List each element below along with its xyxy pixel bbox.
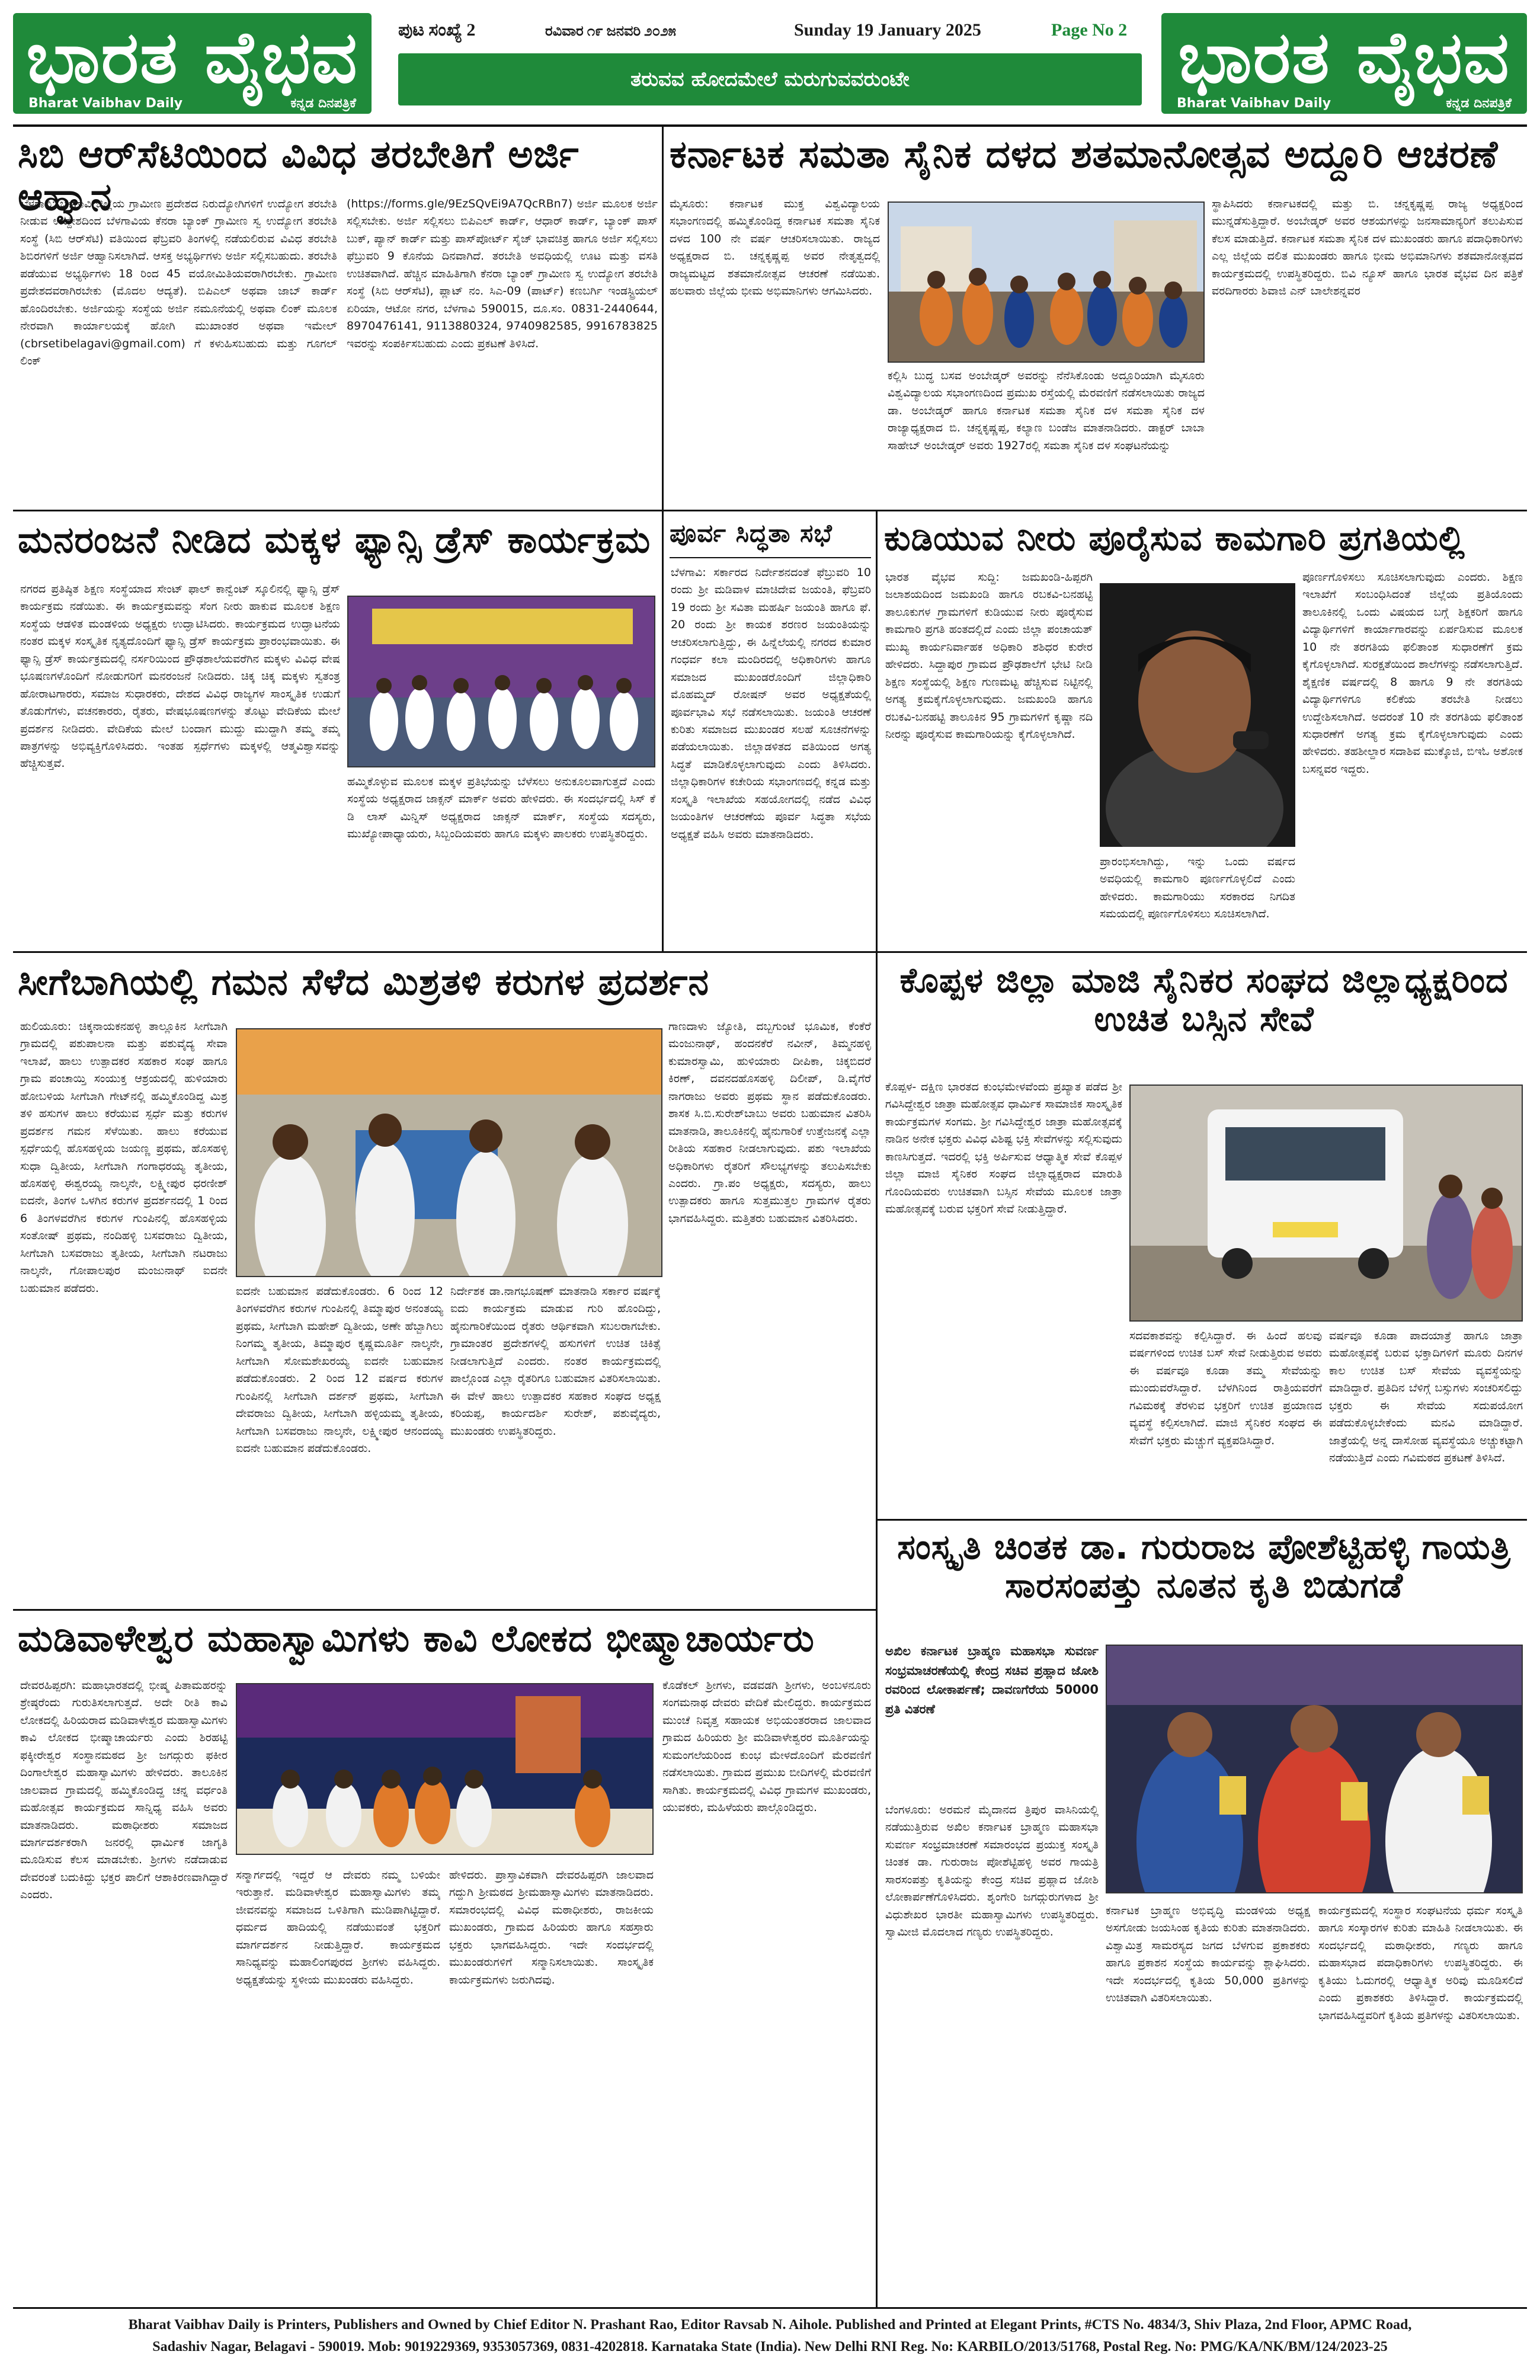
article-a7-col1: ಕೊಪ್ಪಳ- ದಕ್ಷಿಣ ಭಾರತದ ಕುಂಭಮೇಳವೆಂದು ಪ್ರಖ್ಯಾತ ಪಡೆದ ಶ್ರೀ ಗವಿಸಿದ್ದೇಶ್ವರ ಜಾತ್ರಾ ಮಹೋತ್ಸವ ಧಾರ್ಮಿಕ ಸಾಮಾಜಿಕ ಸಾಂಸ್ಕೃತಿಕ ಕಾರ್ಯಕ್ರಮಗಳ ಸಂಗಮ. ಶ್ರೀ ಗವಿಸಿದ್ದೇಶ್ವರ ಜಾತ್ರಾ ಮಹೋತ್ಸವಕ್ಕೆ ನಾಡಿನ ಅನೇಕ ಭಕ್ತರು ವಿವಿಧ ವಿಶಿಷ್ಟ ಭಕ್ತಿ ಸೇವೆಗಳನ್ನು ಸಲ್ಲಿಸುವುದು ಕಾಣಸಿಗುತ್ತದೆ. ಇದರಲ್ಲಿ ಭಕ್ತಿ ಅರ್ಪಿಸುವ ಆಧ್ಯಾತ್ಮಿಕ ಸೇವೆ ಕೊಪ್ಪಳ ಜಿಲ್ಲಾ ಮಾಜಿ ಸೈನಿಕರ ಸಂಘದ ಜಿಲ್ಲಾಧ್ಯಕ್ಷರಾದ ಮಾರುತಿ ಗೊಂದಿಯವರು ಉಚಿತವಾಗಿ ಬಸ್ಸಿನ ಸೇವೆಯ ಮೂಲಕ ಜಾತ್ರಾ ಮಹೋತ್ಸವಕ್ಕೆ ಬರುವ ಭಕ್ತರಿಗೆ ಸೇವೆ ನೀಡುತ್ತಿದ್ದಾರೆ. (885, 1080, 1122, 1216)
article-a6-col2: ಐದನೇ ಬಹುಮಾನ ಪಡೆದುಕೊಂಡರು. 6 ರಿಂದ 12 ತಿಂಗಳವರೆಗಿನ ಕರುಗಳ ಗುಂಪಿನಲ್ಲಿ ತಿಮ್ಮಾಪುರ ಅನಂತಯ್ಯ ಪ್ರಥಮ, ಸೀಗೆಬಾಗಿ ಮಹೇಶ್ ದ್ವಿತೀಯ, ಅಣೇ ಹೆಬ್ಬಾಗಿಲು ನಿಂಗಮ್ಮ ತೃತೀಯ, ತಿಮ್ಮಾಪುರ ಕೃಷ್ಣಮೂರ್ತಿ ನಾಲ್ಕನೇ, ಸೀಗೆಬಾಗಿ ಸೋಮಶೇಖರಯ್ಯ ಐದನೇ ಬಹುಮಾನ ಪಡೆದುಕೊಂಡರು. 2 ರಿಂದ 12 ವರ್ಷದ ಕರುಗಳ ಗುಂಪಿನಲ್ಲಿ ಸೀಗೆಬಾಗಿ ದರ್ಶನ್ ಪ್ರಥಮ, ಸೀಗೆಬಾಗಿ ದೇವರಾಜು ದ್ವಿತೀಯ, ಸೀಗೆಬಾಗಿ ಹಳ್ಳಿಯಮ್ಮ ತೃತೀಯ, ಸೀಗೆಬಾಗಿ ಬಸವರಾಜು ನಾಲ್ಕನೇ, ಲಕ್ಷ್ಮೀಪುರ ಆನಂದಯ್ಯ ಐದನೇ ಬಹುಮಾನ ಪಡೆದುಕೊಂಡರು. (236, 1285, 443, 1455)
rule-footer (13, 2307, 1527, 2309)
masthead-subtitle-kn-right: ಕನ್ನಡ ದಿನಪತ್ರಿಕೆ (1446, 96, 1512, 111)
article-a8-col1: ದೇವರಹಿಪ್ಪರಗಿ: ಮಹಾಭಾರತದಲ್ಲಿ ಭೀಷ್ಮ ಪಿತಾಮಹರನ್ನು ಶ್ರೇಷ್ಠರೆಂದು ಗುರುತಿಸಲಾಗುತ್ತದೆ. ಅದೇ ರೀತಿ ಕಾವಿ ಲೋಕದಲ್ಲಿ ಹಿರಿಯರಾದ ಮಡಿವಾಳೇಶ್ವರ ಮಹಾಸ್ವಾಮಿಗಳು ಕಾವಿ ಲೋಕದ ಭೀಷ್ಮಾಚಾರ್ಯರು ಎಂದು ಶಿರಹಟ್ಟಿ ಫಕ್ಕೀರೇಶ್ವರ ಸಂಸ್ಥಾನಮಠದ ಶ್ರೀ ಜಗದ್ಗುರು ಫಕೀರ ದಿಂಗಾಲೇಶ್ವರ ಮಹಾಸ್ವಾಮಿಗಳು ಹೇಳಿದರು. ತಾಲೂಕಿನ ಜಾಲವಾದ ಗ್ರಾಮದಲ್ಲಿ ಹಮ್ಮಿಕೊಂಡಿದ್ದ ಚನ್ನ ವರ್ಧಂತಿ ಮಹೋತ್ಸವ ಕಾರ್ಯಕ್ರಮದ ಸಾನ್ನಿಧ್ಯ ವಹಿಸಿ ಅವರು ಮಾತನಾಡಿದರು. ಮಠಾಧೀಶರು ಸಮಾಜದ ಮಾರ್ಗದರ್ಶಕರಾಗಿ ಜನರಲ್ಲಿ ಧಾರ್ಮಿಕ ಜಾಗೃತಿ ಮೂಡಿಸುವ ಕೆಲಸ ಮಾಡಬೇಕು. ಶ್ರೀಗಳು ನಡೆದಾಡುವ ದೇವರಂತೆ ಬದುಕಿದ್ದು ಭಕ್ತರ ಪಾಲಿಗೆ ಆಶಾಕಿರಣವಾಗಿದ್ದಾರೆ ಎಂದರು. (20, 1679, 228, 1902)
article-a6-col3: ನಿರ್ದೇಶಕ ಡಾ.ನಾಗಭೂಷಣ್ ಮಾತನಾಡಿ ಸರ್ಕಾರ ವರ್ಷಕ್ಕೆ ಐದು ಕಾರ್ಯಕ್ರಮ ಮಾಡುವ ಗುರಿ ಹೊಂದಿದ್ದು, ಹೈನುಗಾರಿಕೆಯಿಂದ ರೈತರು ಆರ್ಥಿಕವಾಗಿ ಸಬಲರಾಗಬೇಕು. ಗ್ರಾಮಾಂತರ ಪ್ರದೇಶಗಳಲ್ಲಿ ಹಸುಗಳಿಗೆ ಉಚಿತ ಚಿಕಿತ್ಸೆ ನೀಡಲಾಗುತ್ತಿದೆ ಎಂದರು. ನಂತರ ಕಾರ್ಯಕ್ರಮದಲ್ಲಿ ಪಾಲ್ಗೊಂಡ ಎಲ್ಲಾ ರೈತರಿಗೂ ಬಹುಮಾನ ವಿತರಿಸಲಾಯಿತು. ಈ ವೇಳೆ ಹಾಲು ಉತ್ಪಾದಕರ ಸಹಕಾರ ಸಂಘದ ಅಧ್ಯಕ್ಷ ಕರಿಯಪ್ಪ, ಕಾರ್ಯದರ್ಶಿ ಸುರೇಶ್, ಪಶುವೈದ್ಯರು, ಮುಖಂಡರು ಉಪಸ್ಥಿತರಿದ್ದರು. (450, 1285, 661, 1438)
headline-a4: ಪೂರ್ವ ಸಿದ್ಧತಾ ಸಭೆ (670, 519, 833, 548)
masthead-title-right: ಭಾರತ ವೈಭವ (1178, 17, 1510, 99)
article-a5-col1: ಭಾರತ ವೈಭವ ಸುದ್ದಿ: ಜಮಖಂಡಿ-ಹಿಪ್ಪರಗಿ ಜಲಾಶಯದಿಂದ ಜಮಖಂಡಿ ಹಾಗೂ ರಬಕವಿ-ಬನಹಟ್ಟಿ ತಾಲೂಕುಗಳ ಗ್ರಾಮಗಳಿಗೆ ಕುಡಿಯುವ ನೀರು ಪೂರೈಸುವ ಕಾಮಗಾರಿ ಪ್ರಗತಿ ಹಂತದಲ್ಲಿದೆ ಎಂದು ಜಿಲ್ಲಾ ಪಂಚಾಯತ್ ಮುಖ್ಯ ಕಾರ್ಯನಿರ್ವಾಹಕ ಅಧಿಕಾರಿ ಶಶಿಧರ ಕುರೇರ ಹೇಳಿದರು. ಸಿದ್ದಾಪುರ ಗ್ರಾಮದ ಪ್ರೌಢಶಾಲೆಗೆ ಭೇಟಿ ನೀಡಿ ಶಿಕ್ಷಣ ಸಂಸ್ಥೆಯಲ್ಲಿ ಶಿಕ್ಷಣ ಗುಣಮಟ್ಟ ಹೆಚ್ಚಿಸುವ ನಿಟ್ಟಿನಲ್ಲಿ ಅಗತ್ಯ ಕ್ರಮಕೈಗೊಳ್ಳಲಾಗುವುದು. ಜಮಖಂಡಿ ಹಾಗೂ ರಬಕವಿ-ಬನಹಟ್ಟಿ ತಾಲೂಕಿನ 95 ಗ್ರಾಮಗಳಿಗೆ ಕೃಷ್ಣಾ ನದಿ ನೀರನ್ನು ಪೂರೈಸುವ ಕಾಮಗಾರಿಯನ್ನು ಕೈಗೊಳ್ಳಲಾಗಿದೆ. (885, 571, 1093, 741)
rule-a4-under (670, 557, 871, 558)
headline-a8: ಮಡಿವಾಳೇಶ್ವರ ಮಹಾಸ್ವಾಮಿಗಳು ಕಾವಿ ಲೋಕದ ಭೀಷ್ಮಾಚಾರ್ಯರು (18, 1617, 815, 1660)
photo-free-bus (1129, 1085, 1523, 1322)
article-a3-col1: ನಗರದ ಪ್ರತಿಷ್ಠಿತ ಶಿಕ್ಷಣ ಸಂಸ್ಥೆಯಾದ ಸೇಂಟ್ ಫಾಲ್ ಕಾನ್ವೆಂಟ್ ಸ್ಕೂಲಿನಲ್ಲಿ ಫ್ಯಾನ್ಸಿ ಡ್ರೆಸ್ ಕಾರ್ಯಕ್ರಮ ನಡೆಯಿತು. ಈ ಕಾರ್ಯಕ್ರಮವನ್ನು ಸೆಂಗ ನೀರು ಹಾಕುವ ಮೂಲಕ ಶಿಕ್ಷಣ ಸಂಸ್ಥೆಯ ಆಡಳಿತ ಮಂಡಳಿಯ ಅಧ್ಯಕ್ಷರು ಉದ್ಘಾಟಿಸಿದರು. ಕಾರ್ಯಕ್ರಮದ ಉದ್ಘಾಟನೆಯ ನಂತರ ಮಕ್ಕಳ ಸಂಸ್ಕೃತಿಕ ನೃತ್ಯದೊಂದಿಗೆ ಫ್ಯಾನ್ಸಿ ಡ್ರೆಸ್ ಕಾರ್ಯಕ್ರಮ ಪ್ರಾರಂಭವಾಯಿತು. ಈ ಫ್ಯಾನ್ಸಿ ಡ್ರೆಸ್ ಕಾರ್ಯಕ್ರಮದಲ್ಲಿ ನರ್ಸರಿಯಿಂದ ಪ್ರೌಢಶಾಲೆಯವರೆಗಿನ ಮಕ್ಕಳು ವಿವಿಧ ವೇಷ ಭೂಷಣಗಳೊಂದಿಗೆ ನೋಡುಗರಿಗೆ ಮನರಂಜನೆ ನೀಡಿದರು. ಚಿಕ್ಕ ಚಿಕ್ಕ ಮಕ್ಕಳು ಸ್ವತಂತ್ರ ಹೋರಾಟಗಾರರು, ಸಮಾಜ ಸುಧಾರಕರು, ದೇಶದ ವಿವಿಧ ರಾಜ್ಯಗಳ ಸಾಂಸ್ಕೃತಿಕ ಉಡುಗೆ ತೊಡುಗೆಗಳು, ವಚನಕಾರರು, ರೈತರು, ವೇಷಭೂಷಣಗಳನ್ನು ತೊಟ್ಟು ವೇದಿಕೆಯ ಮೇಲೆ ಪ್ರದರ್ಶನ ನೀಡಿದರು. ವೇದಿಕೆಯ ಮೇಲೆ ಬಂದಾಗ ಮುದ್ದು ಮುದ್ದಾಗಿ ತಮ್ಮ ತಮ್ಮ ಪಾತ್ರಗಳನ್ನು ಅಭಿವ್ಯಕ್ತಿಗೊಳಿಸಿದರು. ಇಂತಹ ಸ್ಪರ್ಧೆಗಳು ಮಕ್ಕಳಲ್ಲಿ ಆತ್ಮವಿಶ್ವಾಸವನ್ನು ಹೆಚ್ಚಿಸುತ್ತವೆ. (20, 583, 340, 770)
rule-vertical-lower (876, 953, 878, 2307)
headline-a5: ಕುಡಿಯುವ ನೀರು ಪೂರೈಸುವ ಕಾಮಗಾರಿ ಪ್ರಗತಿಯಲ್ಲಿ (884, 518, 1465, 558)
headline-a3: ಮನರಂಜನೆ ನೀಡಿದ ಮಕ್ಕಳ ಫ್ಯಾನ್ಸಿ ಡ್ರೆಸ್ ಕಾರ್ಯಕ್ರಮ (18, 518, 651, 561)
article-a8-col4: ಕೊಡೆಕಲ್ ಶ್ರೀಗಳು, ವಡವಡಗಿ ಶ್ರೀಗಳು, ಅಂಬಳನೂರು ಸಂಗಮನಾಥ ದೇವರು ವೇದಿಕೆ ಮೇಲಿದ್ದರು. ಕಾರ್ಯಕ್ರಮದ ಮುಂಚೆ ನಿವೃತ್ತ ಸಹಾಯಕ ಅಭಿಯಂತರರಾದ ಜಾಲವಾದ ಗ್ರಾಮದ ಹಿರಿಯರು ಶ್ರೀ ಮಡಿವಾಳೇಶ್ವರರ ಮೂರ್ತಿಯನ್ನು ಸುಮಂಗಲೆಯರಿಂದ ಕುಂಭ ಮೇಳದೊಂದಿಗೆ ಮೆರವಣಿಗೆ ನಡೆಸಲಾಯಿತು. ಗ್ರಾಮದ ಪ್ರಮುಖ ಬೀದಿಗಳಲ್ಲಿ ಮೆರವಣಿಗೆ ಸಾಗಿತು. ಕಾರ್ಯಕ್ರಮದಲ್ಲಿ ವಿವಿಧ ಗ್ರಾಮಗಳ ಮುಖಂಡರು, ಯುವಕರು, ಮಹಿಳೆಯರು ಪಾಲ್ಗೊಂಡಿದ್ದರು. (662, 1679, 871, 1815)
article-a9-intro: ಅಖಿಲ ಕರ್ನಾಟಕ ಬ್ರಾಹ್ಮಣ ಮಹಾಸಭಾ ಸುವರ್ಣ ಸಂಭ್ರಮಾಚರಣೆಯಲ್ಲಿ ಕೇಂದ್ರ ಸಚಿವ ಪ್ರಹ್ಲಾದ ಜೋಶಿ ರವರಿಂದ ಲೋಕಾರ್ಪಣೆ; ದಾವಣಗೆರೆಯ 50000 ಪ್ರತಿ ವಿತರಣೆ (885, 1644, 1099, 1716)
photo-book-release (1106, 1645, 1523, 1893)
date-kn: ರವಿವಾರ ೧೯ ಜನವರಿ ೨೦೨೫ (545, 24, 676, 39)
headline-a2: ಕರ್ನಾಟಕ ಸಮತಾ ಸೈನಿಕ ದಳದ ಶತಮಾನೋತ್ಸವ ಅದ್ದೂರಿ ಆಚರಣೆ (670, 133, 1499, 177)
article-a2-col2: ಕಲ್ಲಿಸಿ ಬುದ್ಧ ಬಸವ ಅಂಬೇಡ್ಕರ್ ಅವರನ್ನು ನೆನೆಸಿಕೊಂಡು ಅದ್ದೂರಿಯಾಗಿ ಮೈಸೂರು ವಿಶ್ವವಿದ್ಯಾಲಯ ಸಭಾಂಗಣದಿಂದ ಪ್ರಮುಖ ರಸ್ತೆಯಲ್ಲಿ ಮೆರವಣಿಗೆ ನಡೆಸಲಾಯಿತು ರಾಜ್ಯದ ಡಾ. ಅಂಬೇಡ್ಕರ್ ಹಾಗೂ ಕರ್ನಾಟಕ ಸಮತಾ ಸೈನಿಕ ದಳ ಸಮತಾ ಸೈನಿಕ ದಳ ರಾಜ್ಯಾಧ್ಯಕ್ಷರಾದ ಬಿ. ಚನ್ನಕೃಷ್ಣಪ್ಪ, ಕಲ್ಯಾಣ ಬಂಡೆಜ ಮಾತನಾಡಿದರು. ಡಾಕ್ಟರ್ ಬಾಬಾ ಸಾಹೇಬ್ ಅಂಬೇಡ್ಕರ್ ಅವರು 1927ರಲ್ಲಿ ಸಮತಾ ಸೈನಿಕ ದಳ ಸಂಘಟನೆಯನ್ನು (888, 369, 1205, 452)
masthead-right (1161, 13, 1527, 114)
rule-row3-right (878, 1519, 1527, 1521)
photo-fancy-dress (347, 596, 655, 767)
photo-speaker (1100, 583, 1295, 847)
article-a7-col2: ಸದವಕಾಶವನ್ನು ಕಲ್ಪಿಸಿದ್ದಾರೆ. ಈ ಹಿಂದೆ ಹಲವು ವರ್ಷಗಳಿಂದ ಉಚಿತ ಬಸ್ ಸೇವೆ ನೀಡುತ್ತಿರುವ ಅವರು ಈ ವರ್ಷವೂ ಕೂಡಾ ತಮ್ಮ ಸೇವೆಯನ್ನು ಮುಂದುವರೆಸಿದ್ದಾರೆ. ಬೆಳಗಿನಿಂದ ರಾತ್ರಿಯವರೆಗೆ ಗವಿಮಠಕ್ಕೆ ತೆರಳುವ ಭಕ್ತರಿಗೆ ಉಚಿತ ಪ್ರಯಾಣದ ವ್ಯವಸ್ಥೆ ಕಲ್ಪಿಸಲಾಗಿದೆ. ಮಾಜಿ ಸೈನಿಕರ ಸಂಘದ ಈ ಸೇವೆಗೆ ಭಕ್ತರು ಮೆಚ್ಚುಗೆ ವ್ಯಕ್ತಪಡಿಸಿದ್ದಾರೆ. (1129, 1329, 1322, 1447)
rule-row3-left (13, 1609, 876, 1611)
photo-jayanti-stage (236, 1683, 654, 1855)
photo-calf-show (236, 1028, 662, 1277)
article-a1-col1: ಬೆಳಗಾವಿ: ಬೆಳಗಾವಿ ಜಿಲ್ಲೆಯ ಗ್ರಾಮೀಣ ಪ್ರದೇಶದ ನಿರುದ್ಯೋಗಿಗಳಿಗೆ ಉದ್ಯೋಗ ತರಬೇತಿ ನೀಡುವ ಉದ್ದೇಶದಿಂದ ಬೆಳಗಾವಿಯ ಕೆನರಾ ಬ್ಯಾಂಕ್ ಗ್ರಾಮೀಣ ಸ್ವ ಉದ್ಯೋಗ ತರಬೇತಿ ಸಂಸ್ಥೆ (ಸಿಬಿ ಆರ್‌ಸೆಟಿ) ವತಿಯಿಂದ ಫೆಬ್ರವರಿ ತಿಂಗಳಲ್ಲಿ ನಡೆಯಲಿರುವ ವಿವಿಧ ತರಬೇತಿ ಶಿಬಿರಗಳಿಗೆ ಅರ್ಜಿ ಆಹ್ವಾನಿಸಲಾಗಿದೆ. ಆಸಕ್ತ ಅಭ್ಯರ್ಥಿಗಳು ಅರ್ಜಿ ಸಲ್ಲಿಸಬಹುದು. ತರಬೇತಿ ಪಡೆಯುವ ಅಭ್ಯರ್ಥಿಗಳು 18 ರಿಂದ 45 ವಯೋಮಿತಿಯವರಾಗಿರಬೇಕು. ಗ್ರಾಮೀಣ ಪ್ರದೇಶದವರಾಗಿರಬೇಕು (ಮೊದಲ ಆದ್ಯತೆ). ಬಿಪಿಎಲ್ ಅಥವಾ ಜಾಬ್ ಕಾರ್ಡ್ ಹೊಂದಿರಬೇಕು. ಅರ್ಜಿಯನ್ನು ಸಂಸ್ಥೆಯ ಅರ್ಜಿ ನಮೂನೆಯಲ್ಲಿ ಅಥವಾ ಲಿಂಕ್ ಮೂಲಕ ನೇರವಾಗಿ ಕಾರ್ಯಾಲಯಕ್ಕೆ ಹೋಗಿ ಮುಖಾಂತರ ಅಥವಾ ಇಮೇಲ್ (cbrsetibelagavi@gmail.com) ಗೆ ಕಳುಹಿಸಬಹುದು ಮತ್ತು ಗೂಗಲ್ ಲಿಂಕ್ (20, 197, 337, 367)
article-a9-col1: ಬೆಂಗಳೂರು: ಅರಮನೆ ಮೈದಾನದ ತ್ರಿಪುರ ವಾಸಿನಿಯಲ್ಲಿ ನಡೆಯುತ್ತಿರುವ ಅಖಿಲ ಕರ್ನಾಟಕ ಬ್ರಾಹ್ಮಣ ಮಹಾಸಭಾ ಸುವರ್ಣ ಸಂಭ್ರಮಾಚರಣೆ ಸಮಾರಂಭದ ಪ್ರಯುಕ್ತ ಸಂಸ್ಕೃತಿ ಚಿಂತಕ ಡಾ. ಗುರುರಾಜ ಪೋಶೆಟ್ಟಿಹಳ್ಳಿ ಅವರ ಗಾಯತ್ರಿ ಸಾರಸಂಪತ್ತು ಕೃತಿಯನ್ನು ಕೇಂದ್ರ ಸಚಿವ ಪ್ರಹ್ಲಾದ ಜೋಶಿ ಲೋಕಾರ್ಪಣೆಗೊಳಿಸಿದರು. ಶೃಂಗೇರಿ ಜಗದ್ಗುರುಗಳಾದ ಶ್ರೀ ವಿಧುಶೇಖರ ಭಾರತೀ ಮಹಾಸ್ವಾಮಿಗಳು ಉಪಸ್ಥಿತರಿದ್ದರು. ಸ್ವಾಮೀಜಿ ಮೊದಲಾದ ಗಣ್ಯರು ಉಪಸ್ಥಿತರಿದ್ದರು. (885, 1803, 1099, 1939)
article-a5-col2: ಪ್ರಾರಂಭಿಸಲಾಗಿದ್ದು, ಇನ್ನು ಒಂದು ವರ್ಷದ ಅವಧಿಯಲ್ಲಿ ಕಾಮಗಾರಿ ಪೂರ್ಣಗೊಳ್ಳಲಿದೆ ಎಂದು ಹೇಳಿದರು. ಕಾಮಗಾರಿಯು ಸರಕಾರದ ನಿಗದಿತ ಸಮಯದಲ್ಲಿ ಪೂರ್ಣಗೊಳಿಸಲು ಸೂಚಿಸಲಾಗಿದೆ. (1100, 855, 1295, 921)
article-a8-col2: ಸನ್ಮಾರ್ಗದಲ್ಲಿ ಇದ್ದರೆ ಆ ದೇವರು ನಮ್ಮ ಬಳಿಯೇ ಇರುತ್ತಾನೆ. ಮಡಿವಾಳೇಶ್ವರ ಮಹಾಸ್ವಾಮಿಗಳು ತಮ್ಮ ಜೀವನವನ್ನು ಸಮಾಜದ ಒಳಿತಿಗಾಗಿ ಮುಡಿಪಾಗಿಟ್ಟಿದ್ದಾರೆ. ಧರ್ಮದ ಹಾದಿಯಲ್ಲಿ ನಡೆಯುವಂತೆ ಭಕ್ತರಿಗೆ ಮಾರ್ಗದರ್ಶನ ನೀಡುತ್ತಿದ್ದಾರೆ. ಕಾರ್ಯಕ್ರಮದ ಸಾನಿಧ್ಯವನ್ನು ಮಹಾಲಿಂಗಪುರದ ಶ್ರೀಗಳು ವಹಿಸಿದ್ದರು. ಅಧ್ಯಕ್ಷತೆಯನ್ನು ಸ್ಥಳೀಯ ಮುಖಂಡರು ವಹಿಸಿದ್ದರು. (236, 1869, 440, 1986)
article-a1-col2: (https://forms.gle/9EzSQvEi9A7QcRBn7) ಅರ್ಜಿ ಮೂಲಕ ಅರ್ಜಿ ಸಲ್ಲಿಸಬೇಕು. ಅರ್ಜಿ ಸಲ್ಲಿಸಲು ಬಿಪಿಎಲ್ ಕಾರ್ಡ್, ಆಧಾರ್ ಕಾರ್ಡ್, ಬ್ಯಾಂಕ್ ಪಾಸ್ ಬುಕ್, ಪ್ಯಾನ್ ಕಾರ್ಡ್ ಮತ್ತು ಪಾಸ್‌ಪೋರ್ಟ್ ಸೈಜ್ ಭಾವಚಿತ್ರ ಹಾಗೂ ಅರ್ಜಿ ಸಲ್ಲಿಸಲು ಫೆಬ್ರುವರಿ 9 ಕೊನೆಯ ದಿನವಾಗಿದೆ. ತರಬೇತಿ ಅವಧಿಯಲ್ಲಿ ಊಟ ಮತ್ತು ವಸತಿ ಉಚಿತವಾಗಿದೆ. ಹೆಚ್ಚಿನ ಮಾಹಿತಿಗಾಗಿ ಕೆನರಾ ಬ್ಯಾಂಕ್ ಗ್ರಾಮೀಣ ಸ್ವ ಉದ್ಯೋಗ ತರಬೇತಿ ಸಂಸ್ಥೆ (ಸಿಬಿ ಆರ್‌ಸೆಟಿ), ಪ್ಲಾಟ್ ನಂ. ಸಿಎ-09 (ಪಾರ್ಟ್) ಕಣಬರ್ಗಿ ಇಂಡಸ್ಟ್ರಿಯಲ್ ಏರಿಯಾ, ಆಟೋ ನಗರ, ಬೆಳಗಾವಿ 590015, ದೂ.ಸಂ. 0831-2440644, 8970476141, 9113880324, 9740982585, 9916783825 ಇವರನ್ನು ಸಂಪರ್ಕಿಸಬಹುದು ಎಂದು ಪ್ರಕಟಣೆ ತಿಳಿಸಿದೆ. (347, 197, 658, 350)
masthead-subtitle-en: Bharat Vaibhav Daily (28, 96, 183, 111)
page-number-kn: ಪುಟ ಸಂಖ್ಯೆ 2 (398, 20, 476, 40)
masthead-left (13, 13, 372, 114)
date-en: Sunday 19 January 2025 (794, 20, 981, 40)
tagline-bar: ತರುವವ ಹೋದಮೇಲೆ ಮರುಗುವವರುಂಟೇ (398, 53, 1142, 105)
article-a9-col2: ಕರ್ನಾಟಕ ಬ್ರಾಹ್ಮಣ ಅಭಿವೃದ್ಧಿ ಮಂಡಳಿಯ ಅಧ್ಯಕ್ಷ ಅಸಗೋಡು ಜಯಸಿಂಹ ಕೃತಿಯ ಕುರಿತು ಮಾತನಾಡಿದರು. ವಿಶ್ವಾಮಿತ್ರ ಸಾಮರಸ್ಯದ ಜಗದ ಬೆಳಗುವ ಪ್ರಕಾಶಕರು ಹಾಗೂ ಪ್ರಕಾಶನ ಸಂಸ್ಥೆಯ ಕಾರ್ಯವನ್ನು ಶ್ಲಾಘಿಸಿದರು. ಇದೇ ಸಂದರ್ಭದಲ್ಲಿ ಕೃತಿಯ 50,000 ಪ್ರತಿಗಳನ್ನು ಉಚಿತವಾಗಿ ವಿತರಿಸಲಾಯಿತು. (1106, 1904, 1310, 2005)
page-number-en: Page No 2 (1051, 20, 1128, 40)
article-a2-col1: ಮೈಸೂರು: ಕರ್ನಾಟಕ ಮುಕ್ತ ವಿಶ್ವವಿದ್ಯಾಲಯ ಸಭಾಂಗಣದಲ್ಲಿ ಹಮ್ಮಿಕೊಂಡಿದ್ದ ಕರ್ನಾಟಕ ಸಮತಾ ಸೈನಿಕ ದಳದ 100 ನೇ ವರ್ಷ ಆಚರಿಸಲಾಯಿತು. ರಾಜ್ಯದ ಅಧ್ಯಕ್ಷರಾದ ಬಿ. ಚನ್ನಕೃಷ್ಣಪ್ಪ ಅವರ ನೇತೃತ್ವದಲ್ಲಿ ರಾಜ್ಯಮಟ್ಟದ ಶತಮಾನೋತ್ಸವ ಆಚರಣೆ ನಡೆಯಿತು. ಹಲವಾರು ಜಿಲ್ಲೆಯ ಭೀಮ ಅಭಿಮಾನಿಗಳು ಆಗಮಿಸಿದರು. (670, 197, 880, 298)
article-a5-col3: ಪೂರ್ಣಗೊಳಿಸಲು ಸೂಚಿಸಲಾಗುವುದು ಎಂದರು. ಶಿಕ್ಷಣ ಇಲಾಖೆಗೆ ಸಂಬಂಧಿಸಿದಂತೆ ಜಿಲ್ಲೆಯ ಪ್ರತಿಯೊಂದು ತಾಲೂಕಿನಲ್ಲಿ ಒಂದು ವಿಷಯದ ಬಗ್ಗೆ ಶಿಕ್ಷಕರಿಗೆ ಹಾಗೂ ವಿದ್ಯಾರ್ಥಿಗಳಿಗೆ ಕಾರ್ಯಾಗಾರವನ್ನು ಏರ್ಪಡಿಸುವ ಮೂಲಕ 10 ನೇ ತರಗತಿಯ ಫಲಿತಾಂಶ ಸುಧಾರಣೆಗೆ ಕ್ರಮ ಕೈಗೊಳ್ಳಲಾಗಿದೆ. ಸುರಕ್ಷತೆಯಿಂದ ಶಾಲೆಗಳನ್ನು ನಡೆಸಲಾಗುತ್ತಿದೆ. ಶೈಕ್ಷಣಿಕ ವರ್ಷದಲ್ಲಿ 8 ಹಾಗೂ 9 ನೇ ತರಗತಿಯ ವಿದ್ಯಾರ್ಥಿಗಳಿಗೂ ಕಲಿಕೆಯ ತರಬೇತಿ ನೀಡಲು ಉದ್ದೇಶಿಸಲಾಗಿದೆ. ಅದರಂತೆ 10 ನೇ ತರಗತಿಯ ಫಲಿತಾಂಶ ಸುಧಾರಣೆಗೆ ಅಗತ್ಯ ಕ್ರಮ ಕೈಗೊಳ್ಳಲಾಗುವುದು ಎಂದು ಹೇಳಿದರು. ತಹಶೀಲ್ದಾರ ಸದಾಶಿವ ಮುಕ್ಕೊಜಿ, ಬಿಇಓ ಅಶೋಕ ಬಸನ್ನವರ ಇದ್ದರು. (1302, 571, 1523, 776)
footer-line-2: Sadashiv Nagar, Belagavi - 590019. Mob: 9019229369, 9353057369, 0831-4202818. Karnataka State (India). New Delhi RNI Reg. No: KARBILO/2013/51768, Postal Reg. No: PMG/KA/NK/BM/124/2023-25 (152, 2339, 1388, 2355)
article-a9-col3: ಕಾರ್ಯಕ್ರಮದಲ್ಲಿ ಸಂಸ್ಥಾರ ಸಂಘಟನೆಯ ಧರ್ಮ ಸಂಸ್ಕೃತಿ ಹಾಗೂ ಸಂಸ್ಕಾರಗಳ ಕುರಿತು ಮಾಹಿತಿ ನೀಡಲಾಯಿತು. ಈ ಸಂದರ್ಭದಲ್ಲಿ ಮಠಾಧೀಶರು, ಗಣ್ಯರು ಹಾಗೂ ಮಹಾಸಭಾದ ಪದಾಧಿಕಾರಿಗಳು ಉಪಸ್ಥಿತರಿದ್ದರು. ಈ ಕೃತಿಯು ಓದುಗರಲ್ಲಿ ಆಧ್ಯಾತ್ಮಿಕ ಅರಿವು ಮೂಡಿಸಲಿದೆ ಎಂದು ಪ್ರಕಾಶಕರು ತಿಳಿಸಿದ್ದಾರೆ. ಕಾರ್ಯಕ್ರಮದಲ್ಲಿ ಭಾಗವಹಿಸಿದ್ದವರಿಗೆ ಕೃತಿಯ ಪ್ರತಿಗಳನ್ನು ವಿತರಿಸಲಾಯಿತು. (1318, 1904, 1523, 2022)
photo-samata-sainika-dal (888, 201, 1205, 363)
rule-top (13, 124, 1527, 127)
article-a3-col2: ಹಮ್ಮಿಕೊಳ್ಳುವ ಮೂಲಕ ಮಕ್ಕಳ ಪ್ರತಿಭೆಯನ್ನು ಬೆಳೆಸಲು ಅನುಕೂಲವಾಗುತ್ತದೆ ಎಂದು ಸಂಸ್ಥೆಯ ಅಧ್ಯಕ್ಷರಾದ ಜಾಕ್ಸನ್ ಮಾರ್ಕ್ ಅವರು ಹೇಳಿದರು. ಈ ಸಂದರ್ಭದಲ್ಲಿ ಸಿಸ್ ಕೆ ಡಿ ಲಾಸ್ ಮಿನ್ನಿಸ್ ಅಧ್ಯಕ್ಷರಾದ ಜಾಕ್ಸನ್ ಮಾರ್ಕ್, ಸಂಸ್ಥೆಯ ಸದಸ್ಯರು, ಮುಖ್ಯೋಪಾಧ್ಯಾಯರು, ಸಿಬ್ಬಂದಿಯವರು ಹಾಗೂ ಮಕ್ಕಳು ಪಾಲಕರು ಉಪಸ್ಥಿತರಿದ್ದರು. (347, 775, 655, 841)
rule-row1 (13, 510, 1527, 511)
article-a6-col1: ಹುಲಿಯೂರು: ಚಿಕ್ಕನಾಯಕನಹಳ್ಳಿ ತಾಲ್ಲೂಕಿನ ಸೀಗೆಬಾಗಿ ಗ್ರಾಮದಲ್ಲಿ ಪಶುಪಾಲನಾ ಮತ್ತು ಪಶುವೈದ್ಯ ಸೇವಾ ಇಲಾಖೆ, ಹಾಲು ಉತ್ಪಾದಕರ ಸಹಕಾರ ಸಂಘ ಹಾಗೂ ಗ್ರಾಮ ಪಂಚಾಯ್ತಿ ಸಂಯುಕ್ತ ಆಶ್ರಯದಲ್ಲಿ ಹುಳಿಯಾರು ಹೋಬಳಿಯ ಸೀಗೆಬಾಗಿ ಗೇಟ್‌ನಲ್ಲಿ ಹಮ್ಮಿಕೊಂಡಿದ್ದ ಮಿಶ್ರ ತಳಿ ಹಸುಗಳ ಹಾಲು ಕರೆಯುವ ಸ್ಪರ್ಧೆ ಮತ್ತು ಕರುಗಳ ಪ್ರದರ್ಶನ ಗಮನ ಸೆಳೆಯಿತು. ಹಾಲು ಕರೆಯುವ ಸ್ಪರ್ಧೆಯಲ್ಲಿ ಹೊಸಹಳ್ಳಿಯ ಜಯಣ್ಣ ಪ್ರಥಮ, ಹೊಸಹಳ್ಳಿ ಸುಧಾ ದ್ವಿತೀಯ, ಸೀಗೆಬಾಗಿ ಗಂಗಾಧರಯ್ಯ ತೃತೀಯ, ಹೊಸಹಳ್ಳಿ ಈಶ್ವರಯ್ಯ ನಾಲ್ಕನೇ, ಲಕ್ಷ್ಮೀಪುರ ಧರಣೀಶ್ ಐದನೇ, ತಿಂಗಳ ಒಳಗಿನ ಕರುಗಳ ಪ್ರದರ್ಶನದಲ್ಲಿ 1 ರಿಂದ 6 ತಿಂಗಳವರೆಗಿನ ಕರುಗಳ ಗುಂಪಿನಲ್ಲಿ ಹೊಸಹಳ್ಳಿಯ ಸಂತೋಷ್ ಪ್ರಥಮ, ನಂದಿಹಳ್ಳಿ ಬಸವರಾಜು ದ್ವಿತೀಯ, ಸೀಗೆಬಾಗಿ ಬಸವರಾಜು ತೃತೀಯ, ಸೀಗೆಬಾಗಿ ನಟರಾಜು ನಾಲ್ಕನೇ, ಗೋಪಾಲಪುರ ಮಂಜುನಾಥ್ ಐದನೇ ಬಹುಮಾನ ಪಡೆದರು. (20, 1020, 228, 1295)
footer-imprint (13, 2314, 1527, 2358)
headline-a9: ಸಂಸ್ಕೃತಿ ಚಿಂತಕ ಡಾ. ಗುರುರಾಜ ಪೋಶೆಟ್ಟಿಹಳ್ಳಿ ಗಾಯತ್ರಿ ಸಾರಸಂಪತ್ತು ನೂತನ ಕೃತಿ ಬಿಡುಗಡೆ (897, 1527, 1511, 1605)
footer-line-1: Bharat Vaibhav Daily is Printers, Publishers and Owned by Chief Editor N. Prashant Rao, Editor Ravsab N. Aihole. Published and Printed at Elegant Prints, #CTS No. 4834/3, Shiv Plaza, 2nd Floor, APMC Road, (128, 2317, 1412, 2333)
rule-row2 (13, 951, 1527, 953)
article-a7-col3: ವರ್ಷವೂ ಕೂಡಾ ಪಾದಯಾತ್ರೆ ಹಾಗೂ ಜಾತ್ರಾ ಮಹೋತ್ಸವಕ್ಕೆ ಬರುವ ಭಕ್ತಾದಿಗಳಿಗೆ ಮೂರು ದಿನಗಳ ಕಾಲ ಉಚಿತ ಬಸ್ ಸೇವೆಯ ವ್ಯವಸ್ಥೆಯನ್ನು ಮಾಡಿದ್ದಾರೆ. ಪ್ರತಿದಿನ ಬೆಳಿಗ್ಗೆ ಬಸ್ಸುಗಳು ಸಂಚರಿಸಲಿದ್ದು ಭಕ್ತರು ಈ ಸೇವೆಯ ಸದುಪಯೋಗ ಪಡೆದುಕೊಳ್ಳಬೇಕೆಂದು ಮನವಿ ಮಾಡಿದ್ದಾರೆ. ಜಾತ್ರೆಯಲ್ಲಿ ಅನ್ನ ದಾಸೋಹ ವ್ಯವಸ್ಥೆಯೂ ಅಚ್ಚುಕಟ್ಟಾಗಿ ನಡೆಯುತ್ತಿದೆ ಎಂದು ಗವಿಮಠದ ಪ್ರಕಟಣೆ ತಿಳಿಸಿದೆ. (1329, 1329, 1523, 1465)
masthead-title: ಭಾರತ ವೈಭವ (26, 17, 358, 99)
rule-vertical-center (662, 127, 664, 952)
headline-a7: ಕೊಪ್ಪಳ ಜಿಲ್ಲಾ ಮಾಜಿ ಸೈನಿಕರ ಸಂಘದ ಜಿಲ್ಲಾಧ್ಯಕ್ಷರಿಂದ ಉಚಿತ ಬಸ್ಸಿನ ಸೇವೆ (899, 960, 1509, 1039)
article-a6-col4: ಗಾಣದಾಳು ಜ್ಯೋತಿ, ದಬ್ಬಗುಂಟೆ ಭೂಮಿಕ, ಕೆಂಕೆರೆ ಮಂಜುನಾಥ್, ಹಂದನಕೆರೆ ನವೀನ್, ತಿಮ್ಮನಹಳ್ಳಿ ಕುಮಾರಸ್ವಾಮಿ, ಹುಳಿಯಾರು ದೀಪಿಕಾ, ಚಿಕ್ಕಬಿದರೆ ಕಿರಣ್, ದವನದಹೊಸಹಳ್ಳಿ ದಿಲೀಪ್, ಡಿ.ವೈಗೆರೆ ನಾಗರಾಜು ಅವರು ಪ್ರಥಮ ಸ್ಥಾನ ಪಡೆದುಕೊಂಡರು. ಶಾಸಕ ಸಿ.ಬಿ.ಸುರೇಶ್‌ಬಾಬು ಅವರು ಬಹುಮಾನ ವಿತರಿಸಿ ಮಾತನಾಡಿ, ತಾಲೂಕಿನಲ್ಲಿ ಹೈನುಗಾರಿಕೆ ಉತ್ತೇಜನಕ್ಕೆ ಎಲ್ಲಾ ರೀತಿಯ ಸಹಕಾರ ನೀಡಲಾಗುವುದು. ಪಶು ಇಲಾಖೆಯ ಅಧಿಕಾರಿಗಳು ರೈತರಿಗೆ ಸೌಲಭ್ಯಗಳನ್ನು ತಲುಪಿಸಬೇಕು ಎಂದರು. ಗ್ರಾ.ಪಂ ಅಧ್ಯಕ್ಷರು, ಸದಸ್ಯರು, ಹಾಲು ಉತ್ಪಾದಕರು ಹಾಗೂ ಸುತ್ತಮುತ್ತಲ ಗ್ರಾಮಗಳ ರೈತರು ಭಾಗವಹಿಸಿದ್ದರು. ಮತ್ತಿತರು ಬಹುಮಾನ ವಿತರಿಸಿದರು. (668, 1020, 871, 1225)
article-a8-col3: ಹೇಳಿದರು. ಪ್ರಾಸ್ತಾವಿಕವಾಗಿ ದೇವರಹಿಪ್ಪರಗಿ ಜಾಲವಾದ ಗದ್ದುಗಿ ಶ್ರೀಮಠದ ಶ್ರೀಮಹಾಸ್ವಾಮಿಗಳು ಮಾತನಾಡಿದರು. ಸಮಾರಂಭದಲ್ಲಿ ವಿವಿಧ ಮಠಾಧೀಶರು, ರಾಜಕೀಯ ಮುಖಂಡರು, ಗ್ರಾಮದ ಹಿರಿಯರು ಹಾಗೂ ಸಹಸ್ರಾರು ಭಕ್ತರು ಭಾಗವಹಿಸಿದ್ದರು. ಇದೇ ಸಂದರ್ಭದಲ್ಲಿ ಮುಖಂಡರುಗಳಿಗೆ ಸನ್ಮಾನಿಸಲಾಯಿತು. ಸಾಂಸ್ಕೃತಿಕ ಕಾರ್ಯಕ್ರಮಗಳು ಜರುಗಿದವು. (449, 1869, 654, 1986)
headline-a1: ಸಿಬಿ ಆರ್‌ಸೆಟಿಯಿಂದ ವಿವಿಧ ತರಬೇತಿಗೆ ಅರ್ಜಿ ಆಹ್ವಾನ (18, 133, 579, 219)
rule-vertical-mid-left (876, 510, 878, 951)
article-a2-col4: ಸ್ಥಾಪಿಸಿದರು ಕರ್ನಾಟಕದಲ್ಲಿ ಮತ್ತು ಬಿ. ಚನ್ನಕೃಷ್ಣಪ್ಪ ರಾಜ್ಯ ಅಧ್ಯಕ್ಷರಿಂದ ಮುನ್ನಡೆಸುತ್ತಿದ್ದಾರೆ. ಅಂಬೇಡ್ಕರ್ ಅವರ ಆಶಯಗಳನ್ನು ಜನಸಾಮಾನ್ಯರಿಗೆ ತಲುಪಿಸುವ ಕೆಲಸ ಮಾಡುತ್ತಿದೆ. ಕರ್ನಾಟಕ ಸಮತಾ ಸೈನಿಕ ದಳ ಮುಖಂಡರು ಹಾಗೂ ಪದಾಧಿಕಾರಿಗಳು ಎಲ್ಲ ಜಿಲ್ಲೆಯ ದಲಿತ ಮುಖಂಡರು ಹಾಗೂ ಭೀಮ ಅಭಿಮಾನಿಗಳು ಶತಮಾನೋತ್ಸವದ ಕಾರ್ಯಕ್ರಮದಲ್ಲಿ ಉಪಸ್ಥಿತರಿದ್ದರು. ಬಿವಿ ನ್ಯೂಸ್ ಹಾಗೂ ಭಾರತ ವೈಭವ ದಿನ ಪತ್ರಿಕೆ ವರದಿಗಾರರು ಶಿವಾಜಿ ಎನ್ ಬಾಲೇಶನ್ನವರ (1212, 197, 1523, 298)
article-a4-col1: ಬೆಳಗಾವಿ: ಸರ್ಕಾರದ ನಿರ್ದೇಶನದಂತೆ ಫೆಬ್ರುವರಿ 10 ರಂದು ಶ್ರೀ ಮಡಿವಾಳ ಮಾಚಿದೇವ ಜಯಂತಿ, ಫೆಬ್ರವರಿ 19 ರಂದು ಶ್ರೀ ಸವಿತಾ ಮಹರ್ಷಿ ಜಯಂತಿ ಹಾಗೂ ಫೆ. 20 ರಂದು ಶ್ರೀ ಕಾಯಕ ಶರಣರ ಜಯಂತಿಯನ್ನು ಆಚರಿಸಲಾಗುತ್ತಿದ್ದು, ಈ ಹಿನ್ನೆಲೆಯಲ್ಲಿ ನಗರದ ಕುಮಾರ ಗಂಧರ್ವ ಕಲಾ ಮಂದಿರದಲ್ಲಿ ಅಧಿಕಾರಿಗಳು ಹಾಗೂ ಸಮಾಜದ ಮುಖಂಡರೊಂದಿಗೆ ಜಿಲ್ಲಾಧಿಕಾರಿ ಮೊಹಮ್ಮದ್ ರೋಷನ್ ಅವರ ಅಧ್ಯಕ್ಷತೆಯಲ್ಲಿ ಪೂರ್ವಭಾವಿ ಸಭೆ ನಡೆಸಲಾಯಿತು. ಜಯಂತಿ ಆಚರಣೆ ಕುರಿತು ಸಮಾಜದ ಮುಖಂಡರ ಸಲಹೆ ಸೂಚನೆಗಳನ್ನು ಪಡೆಯಲಾಯಿತು. ಜಿಲ್ಲಾಡಳಿತದ ವತಿಯಿಂದ ಅಗತ್ಯ ಸಿದ್ಧತೆ ಮಾಡಿಕೊಳ್ಳಲಾಗುವುದು ಎಂದು ತಿಳಿಸಿದರು. ಜಿಲ್ಲಾಧಿಕಾರಿಗಳ ಕಚೇರಿಯ ಸಭಾಂಗಣದಲ್ಲಿ ಕನ್ನಡ ಮತ್ತು ಸಂಸ್ಕೃತಿ ಇಲಾಖೆಯ ಸಹಯೋಗದಲ್ಲಿ ನಡೆದ ವಿವಿಧ ಜಯಂತಿಗಳ ಆಚರಣೆಯ ಪೂರ್ವ ಸಿದ್ಧತಾ ಸಭೆಯ ಅಧ್ಯಕ್ಷತೆ ವಹಿಸಿ ಅವರು ಮಾತನಾಡಿದರು. (671, 566, 871, 841)
masthead-subtitle-en-right: Bharat Vaibhav Daily (1177, 96, 1331, 111)
headline-a6: ಸೀಗೆಬಾಗಿಯಲ್ಲಿ ಗಮನ ಸೆಳೆದ ಮಿಶ್ರತಳಿ ಕರುಗಳ ಪ್ರದರ್ಶನ (18, 960, 709, 1003)
masthead-subtitle-kn: ಕನ್ನಡ ದಿನಪತ್ರಿಕೆ (290, 96, 356, 111)
